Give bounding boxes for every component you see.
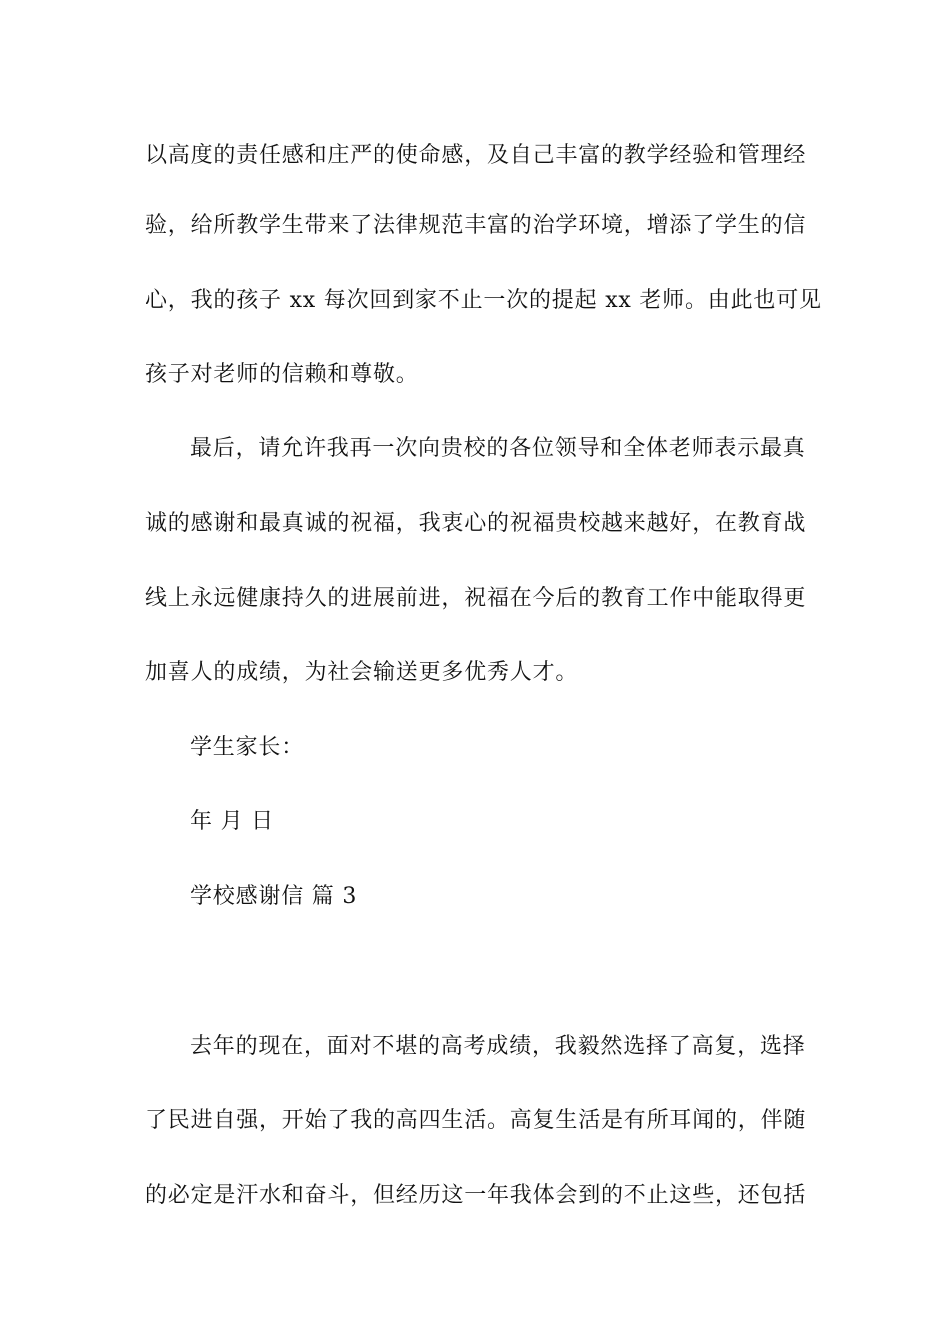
line-text: 孩子对老师的信赖和尊敬。	[145, 362, 419, 387]
paragraph-line	[0, 1027, 950, 1067]
signature-label	[0, 728, 950, 768]
section-heading	[0, 877, 950, 917]
paragraph-line	[0, 281, 950, 321]
line-text: 加喜人的成绩，为社会输送更多优秀人才。	[145, 660, 579, 685]
line-text: 了民进自强，开始了我的高四生活。高复生活是有所耳闻的，伴随	[145, 1108, 807, 1133]
paragraph-line	[0, 653, 950, 693]
line-text: 年 月 日	[190, 809, 274, 834]
paragraph-line	[0, 206, 950, 246]
line-text: 最后，请允许我再一次向贵校的各位领导和全体老师表示最真	[190, 436, 806, 461]
date-line	[0, 802, 950, 842]
line-text: 线上永远健康持久的进展前进，祝福在今后的教育工作中能取得更	[145, 586, 807, 611]
line-text: 诚的感谢和最真诚的祝福，我衷心的祝福贵校越来越好，在教育战	[145, 511, 807, 536]
paragraph-line	[0, 429, 950, 469]
paragraph-line	[0, 1176, 950, 1216]
paragraph-line	[0, 1101, 950, 1141]
line-text: 去年的现在，面对不堪的高考成绩，我毅然选择了高复，选择	[190, 1034, 806, 1059]
line-text: 的必定是汗水和奋斗，但经历这一年我体会到的不止这些，还包括	[145, 1183, 807, 1208]
line-text: 以高度的责任感和庄严的使命感，及自己丰富的教学经验和管理经	[145, 143, 807, 168]
line-text: 学校感谢信 篇 3	[190, 884, 358, 909]
paragraph-line	[0, 136, 950, 176]
paragraph-line	[0, 355, 950, 395]
paragraph-line	[0, 579, 950, 619]
line-text: 验，给所教学生带来了法律规范丰富的治学环境，增添了学生的信	[145, 213, 807, 238]
paragraph-line	[0, 504, 950, 544]
line-text: 学生家长：	[190, 735, 305, 760]
line-text: 心，我的孩子 xx 每次回到家不止一次的提起 xx 老师。由此也可见	[145, 288, 822, 313]
